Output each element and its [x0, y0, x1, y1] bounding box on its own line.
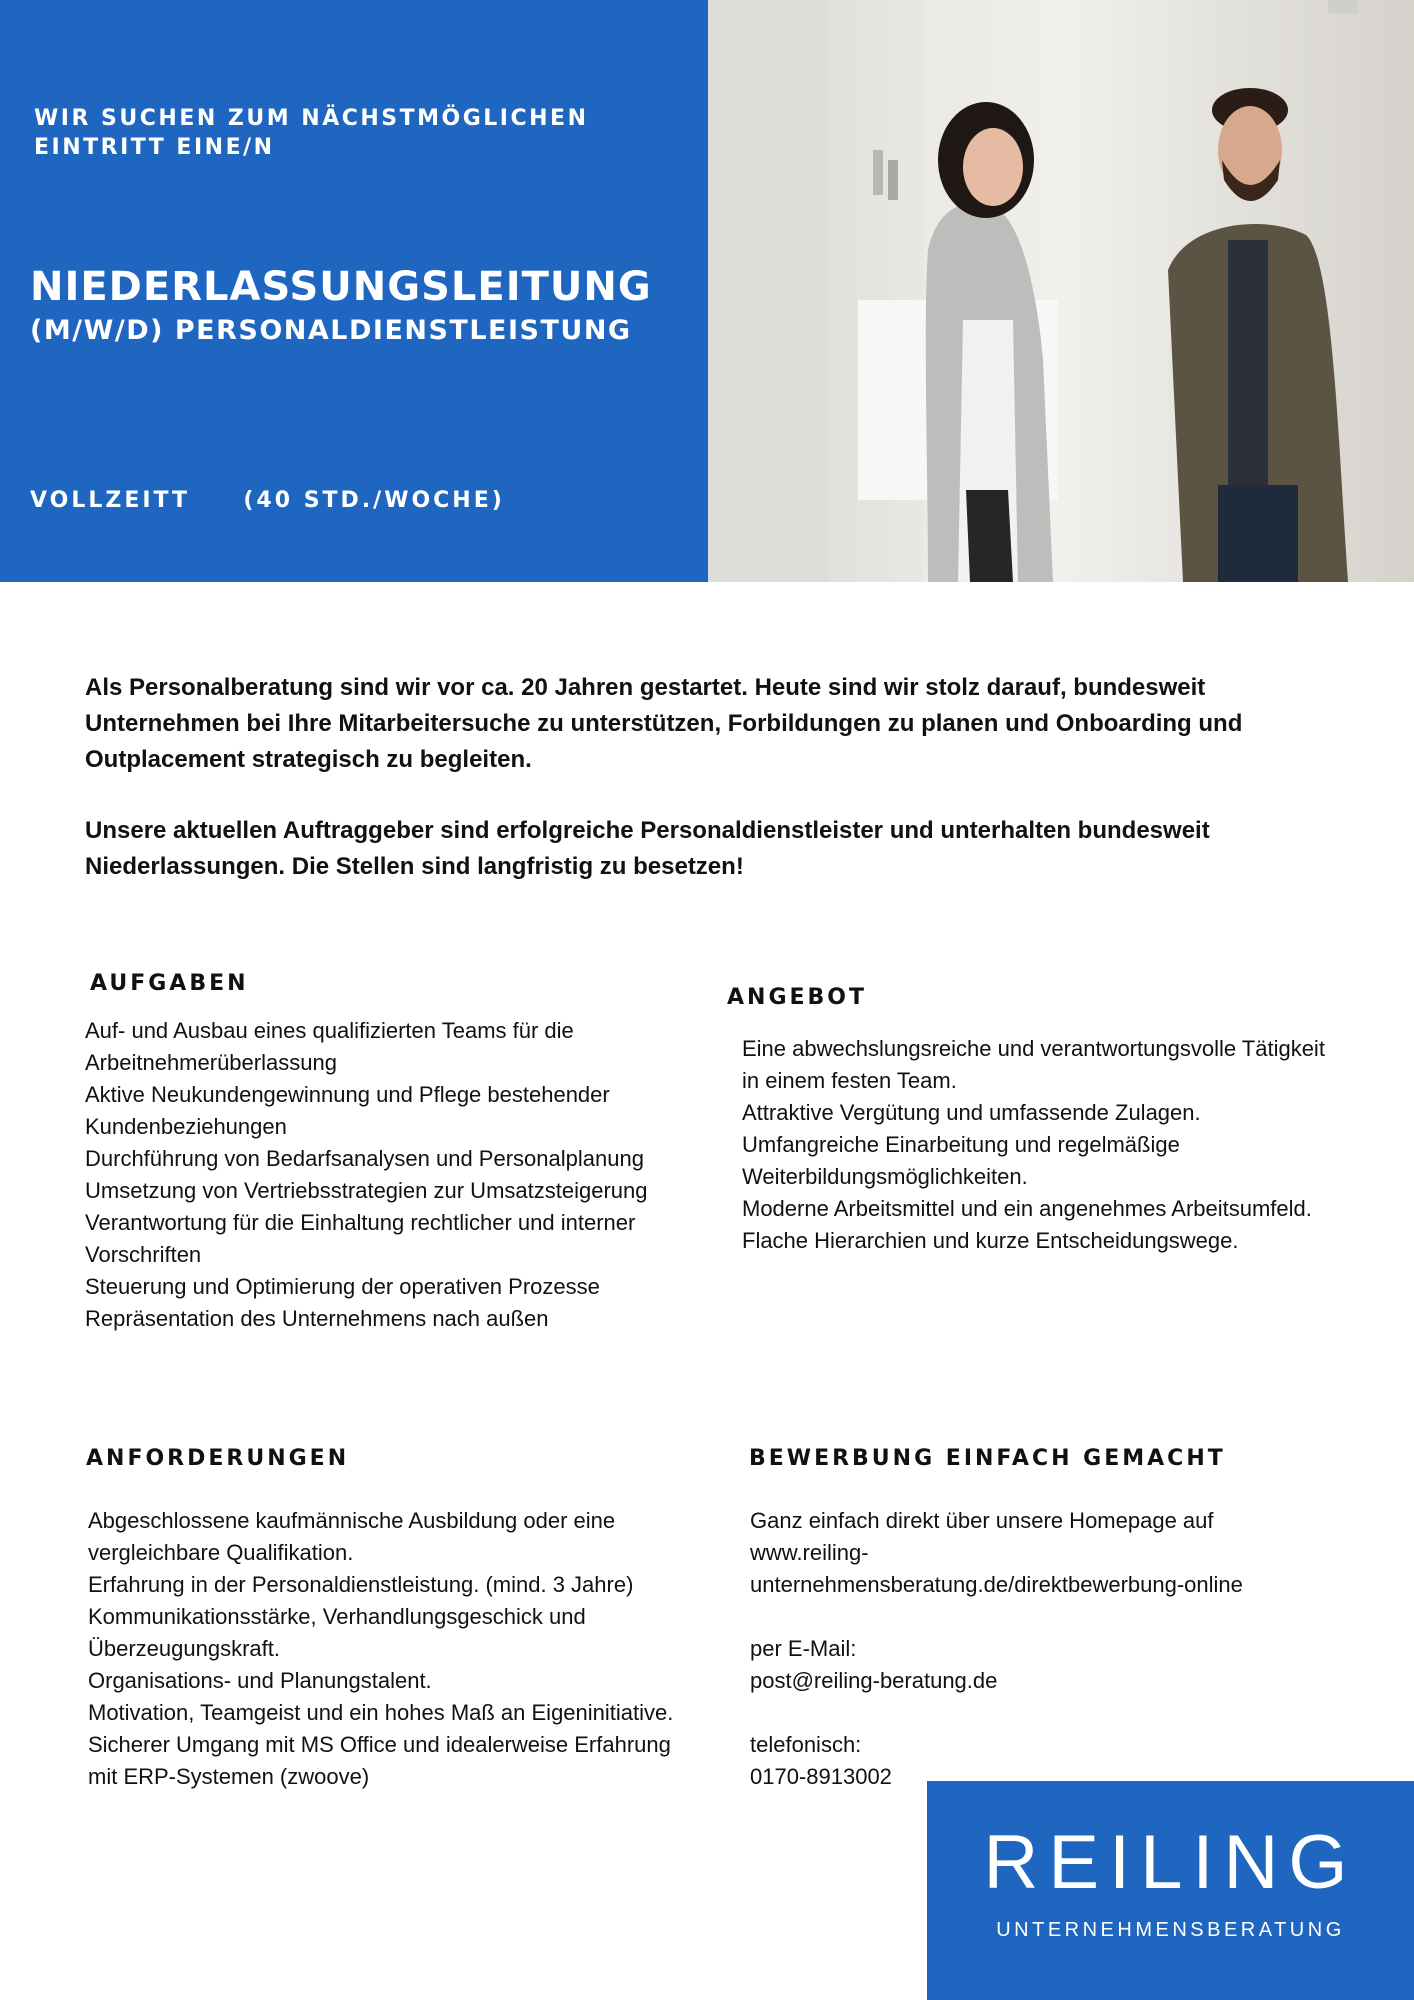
aufgaben-heading: AUFGABEN [90, 971, 249, 996]
bewerbung-heading: BEWERBUNG EINFACH GEMACHT [749, 1446, 1226, 1471]
list-item: Moderne Arbeitsmittel und ein angenehmes Arbeitsumfeld. [742, 1196, 1312, 1221]
job-subtitle: (M/W/D) PERSONALDIENSTLEISTUNG [30, 315, 632, 346]
logo-subline: UNTERNEHMENSBERATUNG [996, 1919, 1345, 1941]
application-contact [750, 1505, 1310, 1825]
list-item: Flache Hierarchien und kurze Entscheidungswege. [742, 1228, 1239, 1253]
header-panel [0, 0, 708, 582]
workload: VOLLZEITT (40 STD./WOCHE) [30, 488, 505, 513]
intro-paragraph: Unsere aktuellen Auftraggeber sind erfolgreiche Personaldienstleister und unterhalten bundesweit Niederlassungen. Die Stellen sind langfristig zu besetzen! [85, 817, 1210, 880]
list-item: Erfahrung in der Personaldienstleistung. (mind. 3 Jahre) [88, 1572, 634, 1597]
list-item: Organisations- und Planungstalent. [88, 1668, 432, 1693]
list-item: Aktive Neukundengewinnung und Pflege bestehender Kundenbeziehungen [85, 1082, 610, 1139]
list-item: Kommunikationsstärke, Verhandlungsgeschick und Überzeugungskraft. [88, 1604, 586, 1661]
homepage-contact [750, 1505, 1310, 1601]
angebot-heading: ANGEBOT [727, 985, 868, 1010]
company-logo [927, 1781, 1414, 2000]
homepage-link[interactable]: www.reiling- [750, 1540, 869, 1565]
list-item: Umfangreiche Einarbeitung und regelmäßige Weiterbildungsmöglichkeiten. [742, 1132, 1180, 1189]
intro-paragraph: Als Personalberatung sind wir vor ca. 20 Jahren gestartet. Heute sind wir stolz darauf, bundesweit Unternehmen bei Ihre Mitarbeitersuche zu unterstützen, Forbildungen zu planen und Onboarding und Outplacement strategisch zu begleiten. [85, 674, 1243, 773]
list-item: Motivation, Teamgeist und ein hohes Maß an Eigeninitiative. [88, 1700, 674, 1725]
email-contact [750, 1633, 1310, 1697]
angebot-list [742, 1033, 1342, 1257]
list-item: Durchführung von Bedarfsanalysen und Personalplanung [85, 1146, 644, 1171]
logo-wordmark: REILING [983, 1820, 1358, 1905]
email-link[interactable]: post@reiling-beratung.de [750, 1668, 998, 1693]
list-item: Auf- und Ausbau eines qualifizierten Teams für die Arbeitnehmerüberlassung [85, 1018, 574, 1075]
aufgaben-list [85, 1015, 685, 1335]
email-label: per E-Mail: [750, 1636, 857, 1661]
list-item: Verantwortung für die Einhaltung rechtlicher und interner Vorschriften [85, 1210, 636, 1267]
list-item: Attraktive Vergütung und umfassende Zulagen. [742, 1100, 1201, 1125]
phone-number[interactable]: 0170-8913002 [750, 1764, 892, 1789]
office-photo-illustration [708, 0, 1414, 582]
anforderungen-heading: ANFORDERUNGEN [86, 1446, 350, 1471]
list-item: Repräsentation des Unternehmens nach außen [85, 1306, 549, 1331]
job-intro-eyebrow: WIR SUCHEN ZUM NÄCHSTMÖGLICHEN EINTRITT EINE/N [34, 106, 589, 160]
list-item: Umsetzung von Vertriebsstrategien zur Umsatzsteigerung [85, 1178, 648, 1203]
two-smiling-colleagues-photo [708, 0, 1414, 582]
company-introduction [85, 670, 1335, 920]
list-item: Steuerung und Optimierung der operativen Prozesse [85, 1274, 600, 1299]
job-title: NIEDERLASSUNGSLEITUNG [30, 264, 652, 310]
list-item: Eine abwechslungsreiche und verantwortungsvolle Tätigkeit in einem festen Team. [742, 1036, 1325, 1093]
list-item: Abgeschlossene kaufmännische Ausbildung oder eine vergleichbare Qualifikation. [88, 1508, 616, 1565]
anforderungen-list [88, 1505, 688, 1793]
homepage-intro: Ganz einfach direkt über unsere Homepage auf [750, 1508, 1214, 1533]
phone-label: telefonisch: [750, 1732, 862, 1757]
homepage-link[interactable]: unternehmensberatung.de/direktbewerbung-online [750, 1572, 1243, 1597]
list-item: Sicherer Umgang mit MS Office und idealerweise Erfahrung mit ERP-Systemen (zwoove) [88, 1732, 671, 1789]
